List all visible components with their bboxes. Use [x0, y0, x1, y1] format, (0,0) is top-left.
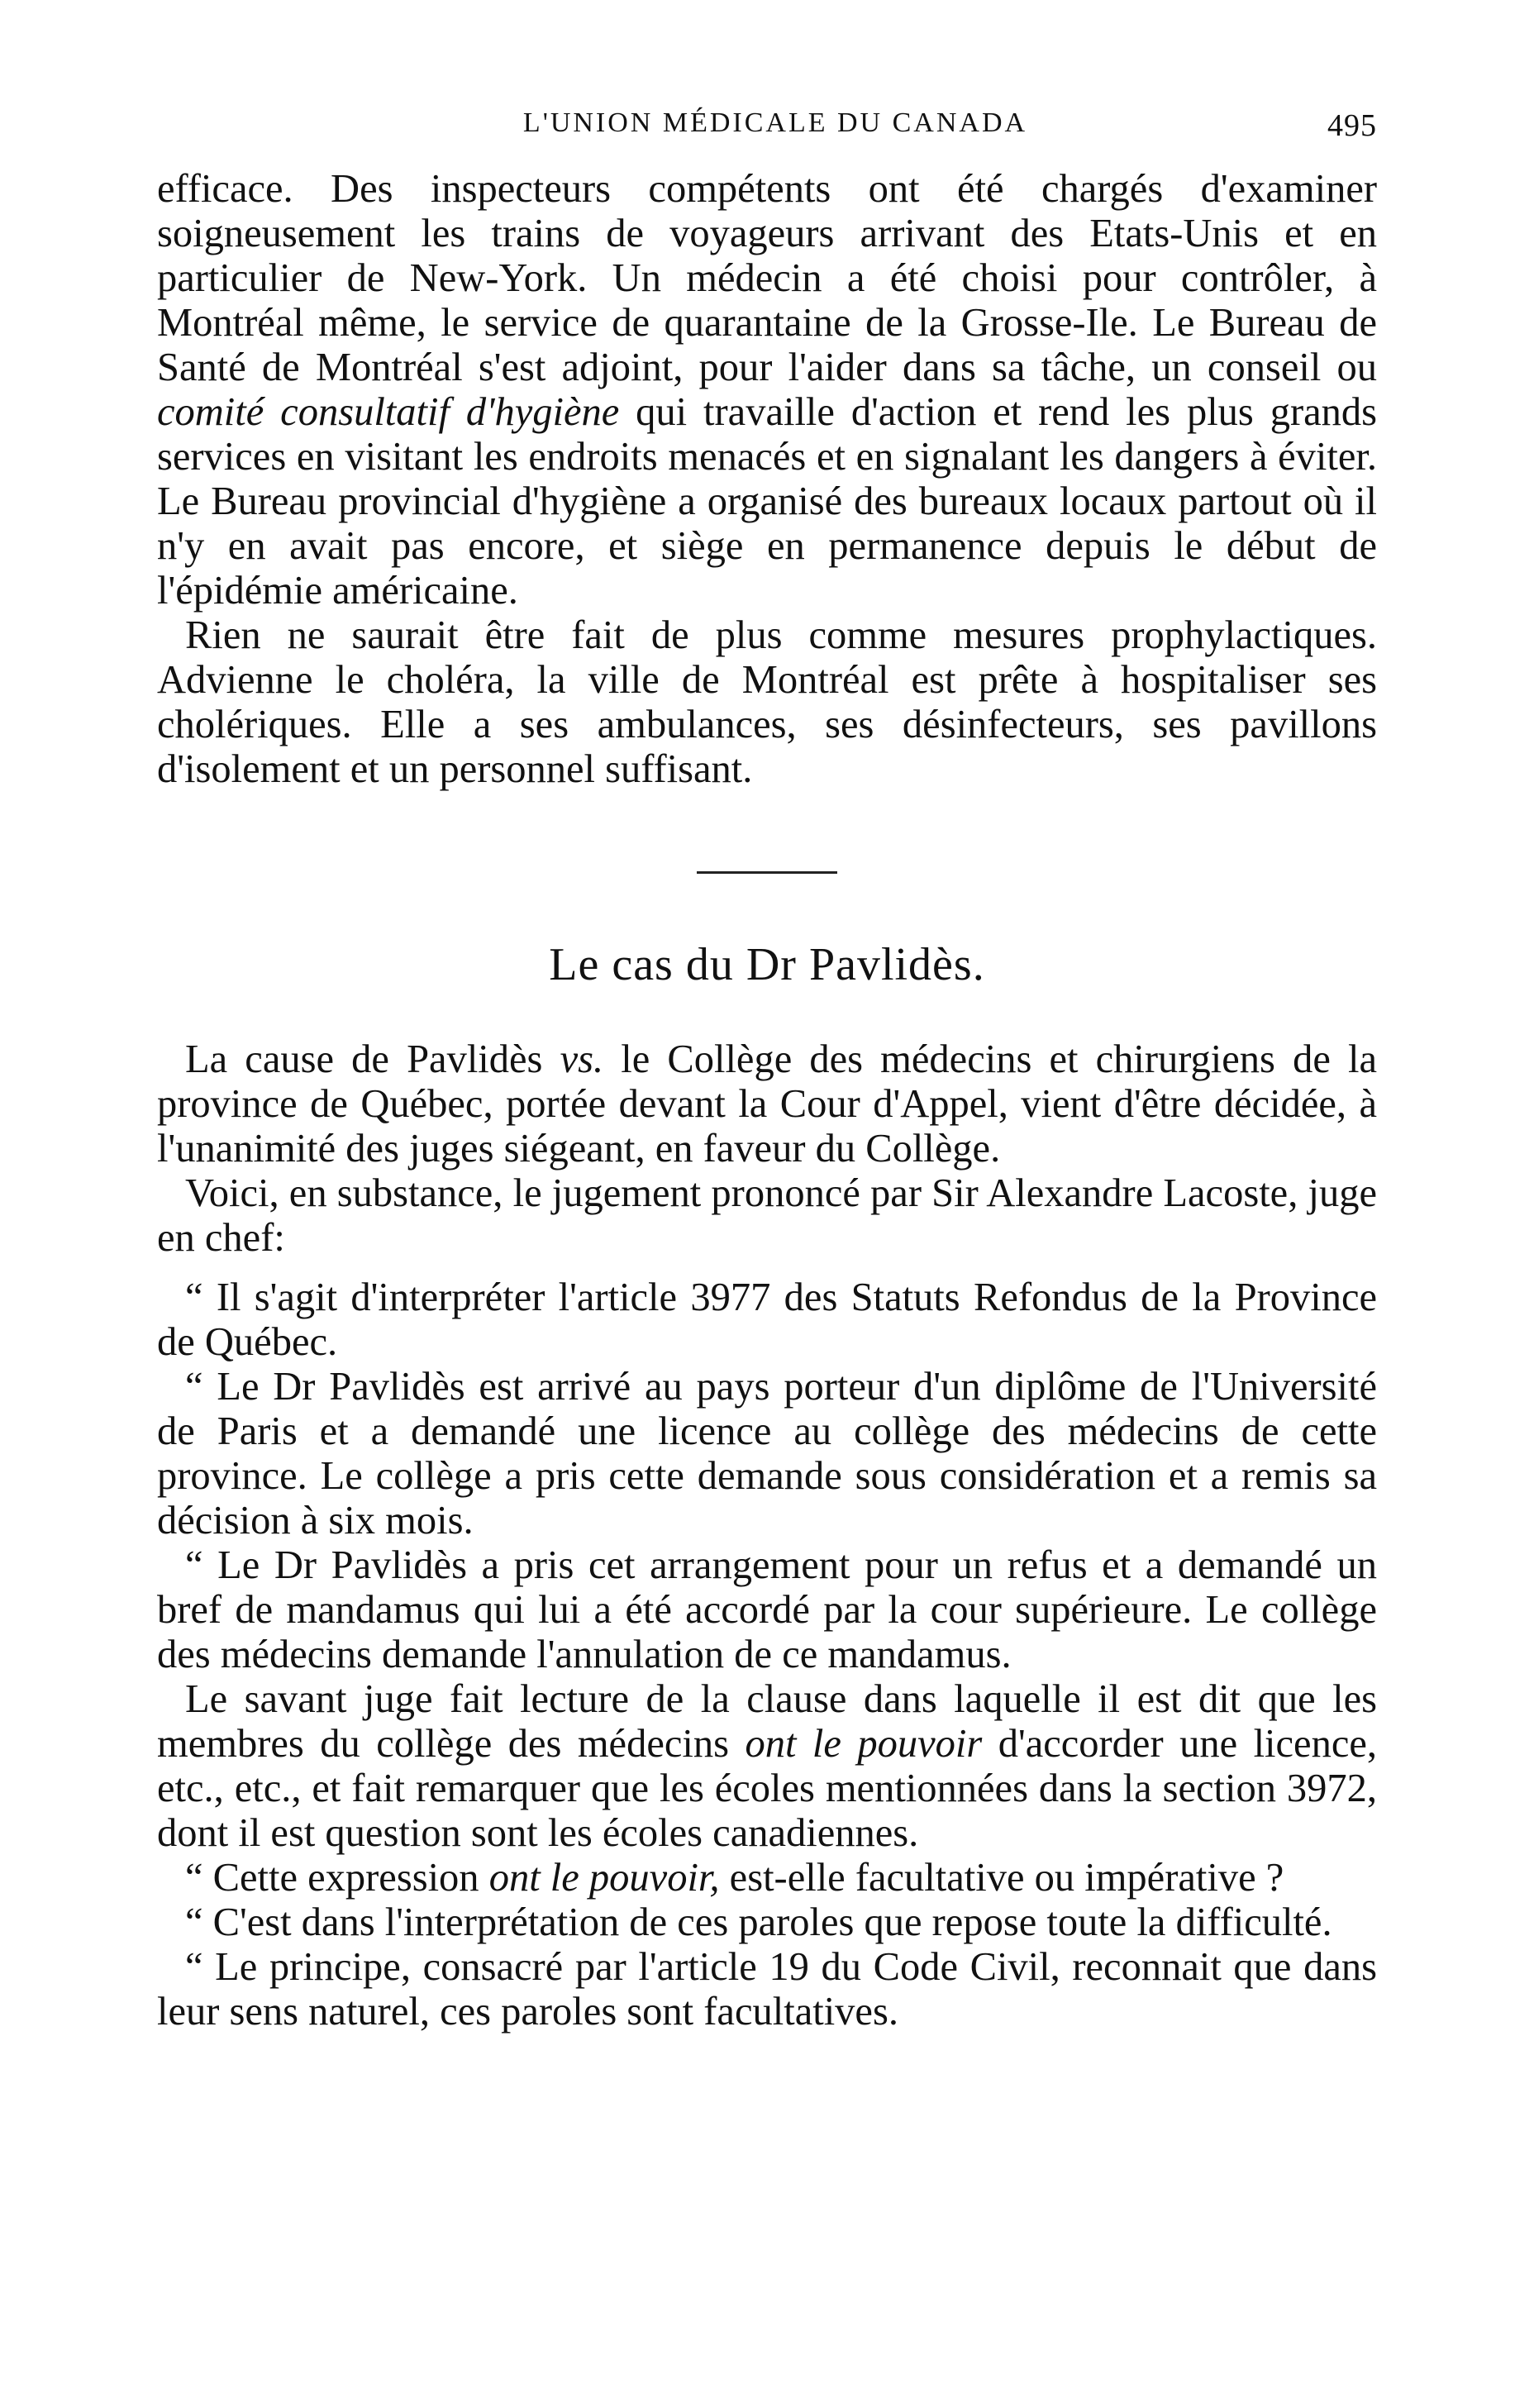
paragraph-s4 — [157, 1365, 1377, 1543]
text-run: Rien ne saurait être fait de plus comme mesures prophylactiques. Advienne le choléra, la ville de Montréal est prête à hospitaliser ses cholériques. Elle a ses ambulances, ses désinfecteurs, ses pavillons d'isolement et un personnel suffisant. — [157, 613, 1377, 791]
page-number: 495 — [1327, 108, 1377, 143]
running-title: L'UNION MÉDICALE DU CANADA — [522, 107, 1028, 138]
paragraph-s7 — [157, 1856, 1377, 1900]
text-run: efficace. Des inspecteurs compétents ont été chargés d'examiner soigneusement les trains de voyageurs arrivant des Etats-Unis et en particulier de New-York. Un médecin a été choisi pour contrôler, à Montréal même, le service de quarantaine de la Grosse-Ile. Le Bureau de Santé de Montréal s'est adjoint, pour l'aider dans sa tâche, un conseil ou — [157, 167, 1377, 389]
text-run: “ Le Dr Pavlidès est arrivé au pays porteur d'un diplôme de l'Université de Paris et a demandé une licence au collège des médecins de cette province. Le collège a pris cette demande sous considération et a remis sa décision à six mois. — [157, 1365, 1377, 1543]
paragraph-s9 — [157, 1945, 1377, 2034]
italic-text: vs. — [560, 1037, 604, 1081]
paragraph-gap — [157, 1261, 1377, 1276]
text-run: qui travaille d'action et rend les plus grands services en visitant les endroits menacés et en signalant les dangers à éviter. Le Bureau provincial d'hygiène a organisé des bureaux locaux partout où il n'y en avait pas encore, et siège en permanence depuis le début de l'épidémie américaine. — [157, 390, 1377, 613]
text-run: est-elle facultative ou impérative ? — [719, 1856, 1284, 1900]
paragraph-p2 — [157, 613, 1377, 792]
paragraph-s5 — [157, 1543, 1377, 1677]
paragraph-s3 — [157, 1276, 1377, 1365]
section-title: Le cas du Dr Pavlidès. — [549, 939, 985, 990]
article-continuation — [157, 167, 1377, 792]
section-divider — [697, 871, 837, 874]
running-head — [157, 107, 1377, 149]
paragraph-s1 — [157, 1037, 1377, 1171]
text-run: Le savant juge fait lecture de la clause dans laquelle il est dit que les membres du collège des médecins — [157, 1677, 1377, 1766]
italic-text: comité consultatif d'hygiène — [157, 390, 620, 434]
text-run: d'accorder une licence, etc., etc., et fait remarquer que les écoles mentionnées dans la section 3972, dont il est question sont les écoles canadiennes. — [157, 1722, 1378, 1855]
text-run: “ C'est dans l'interprétation de ces paroles que repose toute la difficulté. — [185, 1900, 1332, 1944]
paragraph-s2 — [157, 1171, 1377, 1261]
text-run: “ Il s'agit d'interpréter l'article 3977 des Statuts Refondus de la Province de Québec. — [157, 1276, 1377, 1364]
text-run: Voici, en substance, le jugement prononcé par Sir Alexandre Lacoste, juge en chef: — [157, 1171, 1377, 1260]
text-run: “ Le principe, consacré par l'article 19 du Code Civil, reconnait que dans leur sens naturel, ces paroles sont facultatives. — [157, 1945, 1377, 2034]
paragraph-s6 — [157, 1677, 1377, 1856]
text-run: La cause de Pavlidès — [185, 1037, 560, 1081]
text-run: “ Le Dr Pavlidès a pris cet arrangement pour un refus et a demandé un bref de mandamus qui lui a été accordé par la cour supérieure. Le collège des médecins demande l'annulation de ce mandamus. — [157, 1543, 1377, 1676]
section-body — [157, 1037, 1377, 2034]
paragraph-s8 — [157, 1900, 1377, 1945]
text-run: “ Cette expression — [185, 1856, 489, 1900]
italic-text: ont le pouvoir, — [488, 1856, 720, 1900]
italic-text: ont le pouvoir — [745, 1722, 983, 1766]
text-run: le Collège des médecins et chirurgiens de la province de Québec, portée devant la Cour d'Appel, vient d'être décidée, à l'unanimité des juges siégeant, en faveur du Collège. — [157, 1037, 1377, 1171]
paragraph-p1 — [157, 167, 1377, 613]
